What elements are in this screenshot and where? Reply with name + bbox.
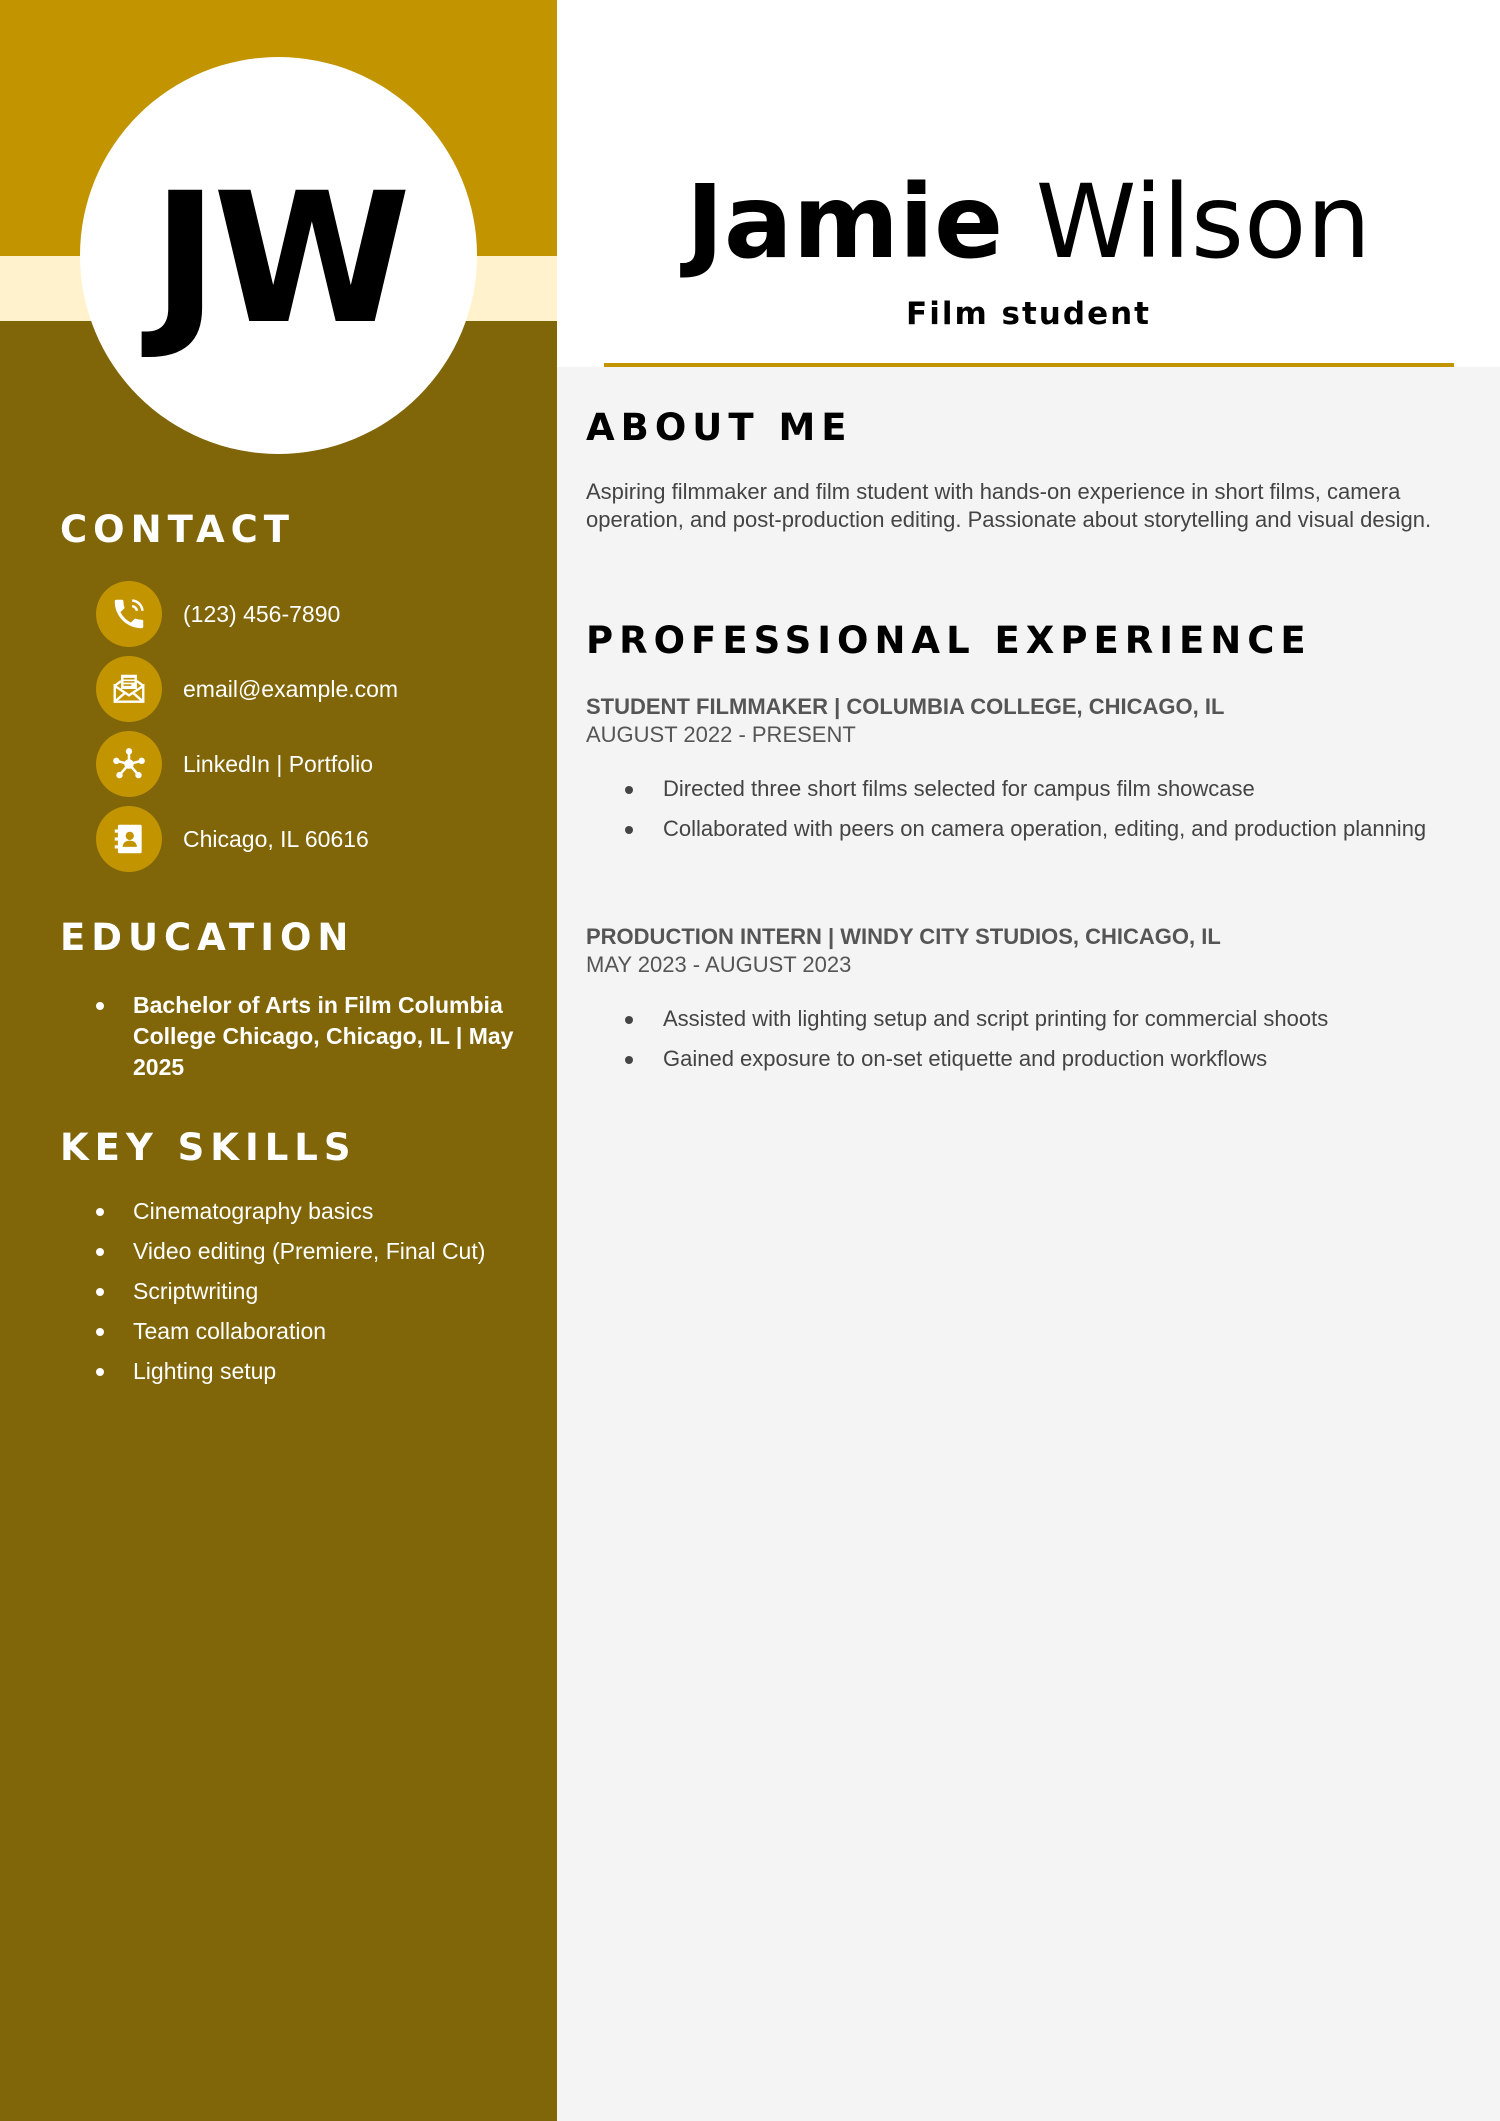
full-name [557,163,1500,282]
job-bullets [586,775,1466,843]
contact-item-phone[interactable] [96,581,398,647]
job-dates: MAY 2023 - AUGUST 2023 [586,952,852,977]
phone-icon [96,581,162,647]
job-bullets [586,1005,1466,1073]
last-name: Wilson [1035,163,1372,282]
header-divider [604,363,1454,367]
job-bullet: Directed three short films selected for campus film showcase [586,775,1466,803]
contact-item-email[interactable] [96,656,398,722]
contact-linkedin: LinkedIn | Portfolio [183,750,374,777]
job-dates: AUGUST 2022 - PRESENT [586,722,856,747]
first-name: Jamie [685,163,1004,282]
monogram: JW [151,154,406,364]
about-heading: ABOUT ME [586,406,853,449]
header [557,0,1500,367]
contact-item-linkedin[interactable] [96,731,398,797]
job-bullet: Assisted with lighting setup and script printing for commercial shoots [586,1005,1466,1033]
job-role: STUDENT FILMMAKER | COLUMBIA COLLEGE, CHICAGO, IL [586,694,1225,719]
monogram-circle [80,57,477,454]
job-entry [586,923,1466,1085]
contact-address: Chicago, IL 60616 [183,825,369,852]
job-title: Film student [906,296,1151,332]
contact-phone: (123) 456-7890 [183,600,341,627]
job-bullet: Gained exposure to on-set etiquette and production workflows [586,1045,1466,1073]
envelope-icon [96,656,162,722]
education-heading: EDUCATION [60,916,355,959]
contact-email: email@example.com [183,675,399,702]
address-book-icon [96,806,162,872]
network-icon [96,731,162,797]
education-list [96,990,516,1083]
contact-item-address[interactable] [96,806,398,872]
skills-heading: KEY SKILLS [60,1126,357,1169]
education-entry: Bachelor of Arts in Film Columbia College Chicago, Chicago, IL | May 2025 [96,990,516,1083]
job-bullet: Collaborated with peers on camera operation, editing, and production planning [586,815,1466,843]
skill-item: Cinematography basics [96,1196,485,1227]
job-role: PRODUCTION INTERN | WINDY CITY STUDIOS, CHICAGO, IL [586,924,1221,949]
contact-list [96,581,398,881]
about-text: Aspiring filmmaker and film student with hands-on experience in short films, camera operation, and post-production editing. Passionate about storytelling and visual design. [586,479,1432,532]
skills-list [96,1196,485,1396]
skill-item: Lighting setup [96,1356,485,1387]
skill-item: Scriptwriting [96,1276,485,1307]
skill-item: Team collaboration [96,1316,485,1347]
sidebar [0,0,557,2121]
experience-heading: PROFESSIONAL EXPERIENCE [586,619,1312,662]
job-entry [586,693,1466,855]
contact-heading: CONTACT [60,508,295,551]
skill-item: Video editing (Premiere, Final Cut) [96,1236,485,1267]
